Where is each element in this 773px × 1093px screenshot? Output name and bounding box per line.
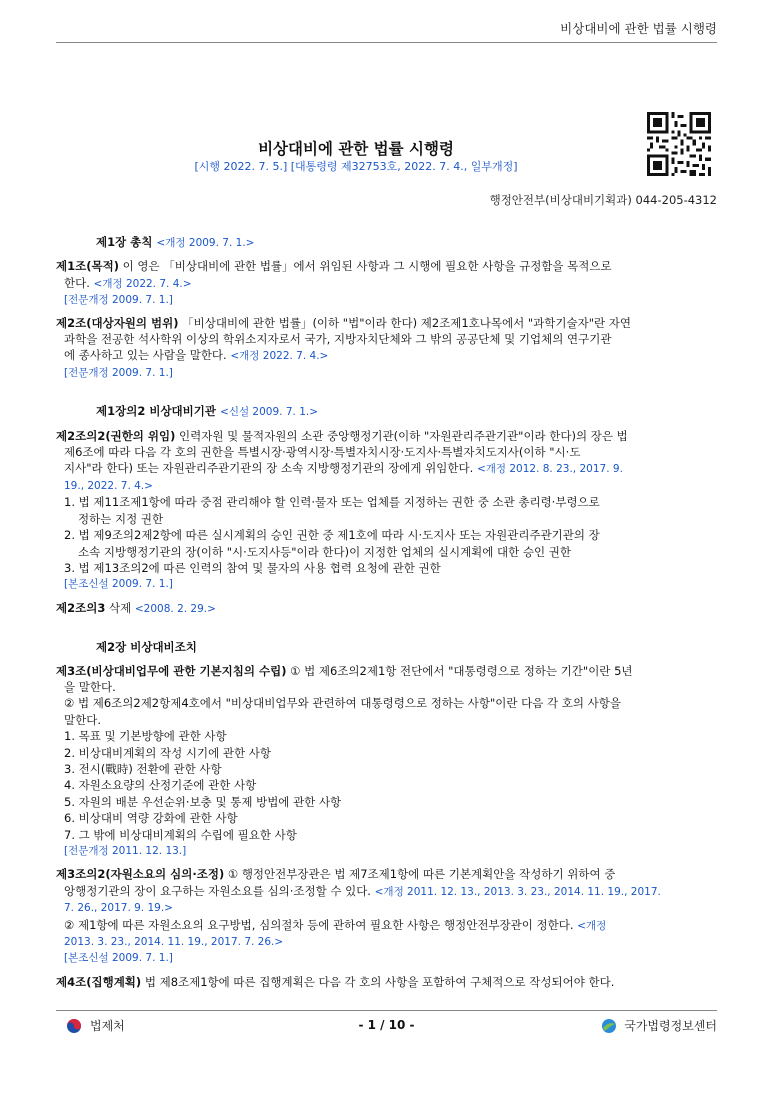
- article-3-2-text: ① 행정안전부장관은 법 제7조제1항에 따른 기본계획안을 작성하기 위하여 중: [224, 867, 616, 882]
- article-2-amend[interactable]: <개정 2022. 7. 4.>: [230, 350, 329, 363]
- list-item: 소속 지방행정기관의 장(이하 "시·도지사등"이라 한다)이 지정한 업체의 실시계획에 대한 승인 권한: [78, 544, 572, 559]
- list-item: 1. 법 제11조제1항에 따라 중점 관리해야 할 인력·물자 또는 업체를 지정하는 권한 중 소관 총리령·부령으로: [64, 495, 600, 510]
- article-3-2-title: 제3조의2(자원소요의 심의·조정): [56, 867, 225, 882]
- article-3-history[interactable]: [전문개정 2011. 12. 13.]: [64, 845, 187, 857]
- article-3-2-para-2: [56, 917, 718, 934]
- article-3-2: [56, 866, 718, 882]
- header-divider: [56, 42, 717, 43]
- article-3-2-amend[interactable]: <개정 2011. 12. 13., 2013. 3. 23., 2014. 11. 19., 2017.: [374, 885, 661, 898]
- article-2-2-amend-2[interactable]: 19., 2022. 7. 4.>: [64, 479, 153, 492]
- article-3-2-text-2: 앙행정기관의 장이 요구하는 자원소요를 심의·조정할 수 있다.: [64, 883, 375, 898]
- article-2-3-amend[interactable]: <2008. 2. 29.>: [134, 602, 216, 615]
- article-4: [56, 974, 718, 990]
- article-3: [56, 663, 718, 679]
- article-1-text: 이 영은 「비상대비에 관한 법률」에서 위임된 사항과 그 시행에 필요한 사항을 규정함을 목적으로: [118, 259, 612, 274]
- footer-center-name: 국가법령정보센터: [624, 1019, 717, 1033]
- list-item: 정하는 지정 권한: [78, 511, 164, 526]
- article-1-text-2: 한다.: [64, 275, 94, 290]
- chapter-1-2-label: 제1장의2 비상대비기관: [96, 404, 216, 419]
- footer-divider: [56, 1010, 717, 1011]
- article-2-history[interactable]: [전문개정 2009. 7. 1.]: [64, 366, 173, 379]
- article-2-text-2: 과학을 전공한 석사학위 이상의 학위소지자로서 국가, 지방자치단체와 그 밖의 공공단체 및 기업체의 연구기관: [64, 332, 612, 347]
- law-center-logo-icon: [600, 1018, 618, 1034]
- running-header-title: 비상대비에 관한 법률 시행령: [560, 21, 717, 36]
- article-3-text-2: 을 말한다.: [64, 679, 116, 694]
- article-3-2-cont: [56, 883, 718, 900]
- article-3-title: 제3조(비상대비업무에 관한 기본지침의 수립): [56, 663, 287, 678]
- list-item: 2. 비상대비계획의 작성 시기에 관한 사항: [64, 745, 271, 760]
- article-3-2-history[interactable]: [본조신설 2009. 7. 1.]: [64, 952, 173, 965]
- article-2-2-title: 제2조의2(권한의 위임): [56, 428, 176, 443]
- article-2-text-3: 에 종사하고 있는 사람을 말한다.: [64, 348, 231, 363]
- chapter-2-heading: [96, 639, 718, 655]
- article-3-2-amend-4[interactable]: 2013. 3. 23., 2014. 11. 19., 2017. 7. 26.>: [64, 936, 284, 949]
- footer-org-name: 법제처: [90, 1019, 125, 1033]
- list-item: 3. 전시(戰時) 전환에 관한 사항: [64, 761, 222, 776]
- article-2: [56, 315, 718, 331]
- article-2-2-history[interactable]: [본조신설 2009. 7. 1.]: [64, 578, 173, 591]
- document-subtitle: [시행 2022. 7. 5.] [대통령령 제32753호, 2022. 7. 4., 일부개정]: [194, 160, 518, 173]
- article-2-3-title: 제2조의3: [56, 600, 106, 615]
- list-item: 2. 법 제9조의2제2항에 따른 실시계획의 승인 권한 중 제1호에 따라 시·도지사 또는 자원관리주관기관의 장: [64, 528, 600, 543]
- article-1-cont: [56, 275, 718, 292]
- chapter-1-2-heading: [96, 403, 718, 420]
- list-item: 6. 비상대비 역량 강화에 관한 사항: [64, 811, 238, 826]
- chapter-1-heading: [96, 234, 718, 251]
- chapter-1-label: 제1장 총칙: [96, 235, 153, 249]
- article-2-2: [56, 428, 718, 444]
- ministry-contact: 행정안전부(비상대비기획과) 044-205-4312: [489, 193, 717, 207]
- document-body: [56, 234, 718, 990]
- chapter-1-amend[interactable]: <개정 2009. 7. 1.>: [156, 237, 255, 249]
- article-2-2-cont: [56, 460, 718, 477]
- list-item: 3. 법 제13조의2에 따른 인력의 참여 및 물자의 사용 협력 요청에 관한 권한: [64, 560, 441, 575]
- article-1-history[interactable]: [전문개정 2009. 7. 1.]: [64, 294, 173, 307]
- article-2-2-text-3: 지사"라 한다) 또는 자원관리주관기관의 장 소속 지방행정기관의 장에게 위임한다.: [64, 461, 477, 476]
- article-2-cont: [56, 347, 718, 364]
- list-item: 4. 자원소요량의 산정기준에 관한 사항: [64, 778, 257, 793]
- article-2-text: 「비상대비에 관한 법률」(이하 "법"이라 한다) 제2조제1호나목에서 "과학기술자"란 자연: [178, 315, 631, 330]
- article-3-2-amend-3[interactable]: <개정: [577, 919, 607, 932]
- chapter-1-2-amend[interactable]: <신설 2009. 7. 1.>: [220, 406, 319, 419]
- article-3-2-amend-2[interactable]: 7. 26., 2017. 9. 19.>: [64, 902, 173, 915]
- list-item: 1. 목표 및 기본방향에 관한 사항: [64, 729, 227, 744]
- article-2-title: 제2조(대상자원의 범위): [56, 315, 179, 330]
- article-2-2-text: 인력자원 및 물적자원의 소관 중앙행정기관(이하 "자원관리주관기관"이라 한다)의 장은 법: [175, 428, 628, 443]
- page-number: - 1 / 10 -: [358, 1018, 415, 1032]
- list-item: 7. 그 밖에 비상대비계획의 수립에 필요한 사항: [64, 827, 297, 842]
- article-4-title: 제4조(집행계획): [56, 974, 142, 989]
- article-3-2-text-3: ② 제1항에 따른 자원소요의 요구방법, 심의절차 등에 관하여 필요한 사항은 행정안전부장관이 정한다.: [64, 917, 578, 932]
- article-2-2-amend[interactable]: <개정 2012. 8. 23., 2017. 9.: [476, 463, 623, 476]
- article-3-text: ① 법 제6조의2제1항 전단에서 "대통령령으로 정하는 기간"이란 5년: [286, 663, 633, 678]
- qr-code-icon[interactable]: [647, 112, 711, 176]
- article-1: [56, 258, 718, 274]
- article-3-text-4: 말한다.: [64, 712, 101, 727]
- article-3-paragraph-2: ② 법 제6조의2제2항제4호에서 "비상대비업무와 관련하여 대통령령으로 정하는 사항"이란 다음 각 호의 사항을: [64, 696, 621, 711]
- article-4-text: 법 제8조제1항에 따른 집행계획은 다음 각 호의 사항을 포함하여 구체적으로 작성되어야 한다.: [141, 974, 615, 989]
- article-2-2-text-2: 제6조에 따라 다음 각 호의 권한을 특별시장·광역시장·특별자치시장·도지사·특별자치도지사(이하 "시·도: [64, 445, 581, 460]
- article-1-amend[interactable]: <개정 2022. 7. 4.>: [93, 277, 192, 290]
- footer-right: [600, 1017, 717, 1034]
- article-2-3-text: 삭제: [105, 600, 135, 615]
- chapter-2-label: 제2장 비상대비조치: [96, 640, 197, 655]
- article-2-3: [56, 600, 718, 617]
- article-1-title: 제1조(목적): [56, 259, 119, 274]
- list-item: 5. 자원의 배분 우선순위·보충 및 통제 방법에 관한 사항: [64, 794, 342, 809]
- document-title: 비상대비에 관한 법률 시행령: [258, 140, 454, 158]
